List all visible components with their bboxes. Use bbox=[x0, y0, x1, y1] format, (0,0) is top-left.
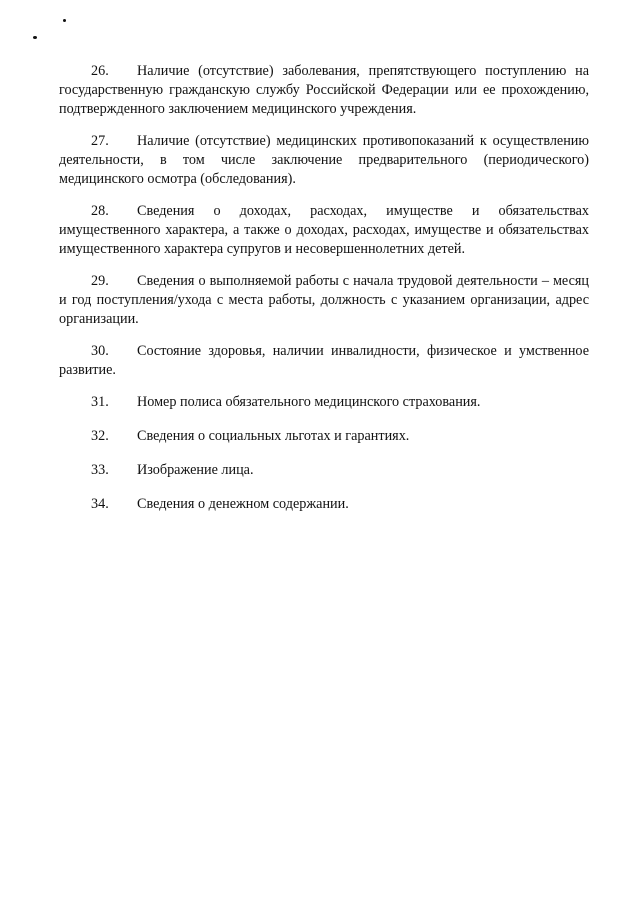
scan-speck bbox=[33, 36, 37, 39]
item-text: Наличие (отсутствие) медицинских противопоказаний к осуществлению деятельности, в том числе заключение предварительного (периодического) медицинского осмотра (обследования). bbox=[59, 133, 589, 187]
item-number: 33. bbox=[91, 462, 109, 478]
item-number: 34. bbox=[91, 496, 109, 512]
item-number: 27. bbox=[91, 133, 109, 149]
list-item-29 bbox=[59, 272, 589, 329]
list-item-32 bbox=[59, 427, 589, 446]
item-text: Сведения о денежном содержании. bbox=[137, 496, 349, 512]
item-number: 29. bbox=[91, 273, 109, 289]
list-item-31 bbox=[59, 393, 589, 412]
item-number: 26. bbox=[91, 63, 109, 79]
list-item-30 bbox=[59, 342, 589, 380]
item-number: 31. bbox=[91, 394, 109, 410]
list-item-28 bbox=[59, 202, 589, 259]
item-number: 28. bbox=[91, 203, 109, 219]
item-text: Наличие (отсутствие) заболевания, препятствующего поступлению на государственную гражданскую службу Российской Федерации или ее прохождению, подтвержденного заключением медицинского учреждения. bbox=[59, 63, 589, 117]
item-text: Сведения о выполняемой работы с начала трудовой деятельности – месяц и год поступления/ухода с места работы, должность с указанием организации, адрес организации. bbox=[59, 273, 589, 327]
scan-speck bbox=[63, 19, 66, 22]
item-text: Сведения о доходах, расходах, имуществе и обязательствах имущественного характера, а также о доходах, расходах, имуществе и обязательствах имущественного характера супругов и несовершеннолетних детей. bbox=[59, 203, 589, 257]
list-item-33 bbox=[59, 461, 589, 480]
item-text: Изображение лица. bbox=[137, 462, 254, 478]
item-text: Номер полиса обязательного медицинского страхования. bbox=[137, 394, 481, 410]
list-item-34 bbox=[59, 495, 589, 514]
item-number: 30. bbox=[91, 343, 109, 359]
numbered-list bbox=[59, 62, 589, 529]
item-text: Сведения о социальных льготах и гарантиях. bbox=[137, 428, 410, 444]
item-text: Состояние здоровья, наличии инвалидности, физическое и умственное развитие. bbox=[59, 343, 589, 378]
list-item-27 bbox=[59, 132, 589, 189]
item-number: 32. bbox=[91, 428, 109, 444]
list-item-26 bbox=[59, 62, 589, 119]
